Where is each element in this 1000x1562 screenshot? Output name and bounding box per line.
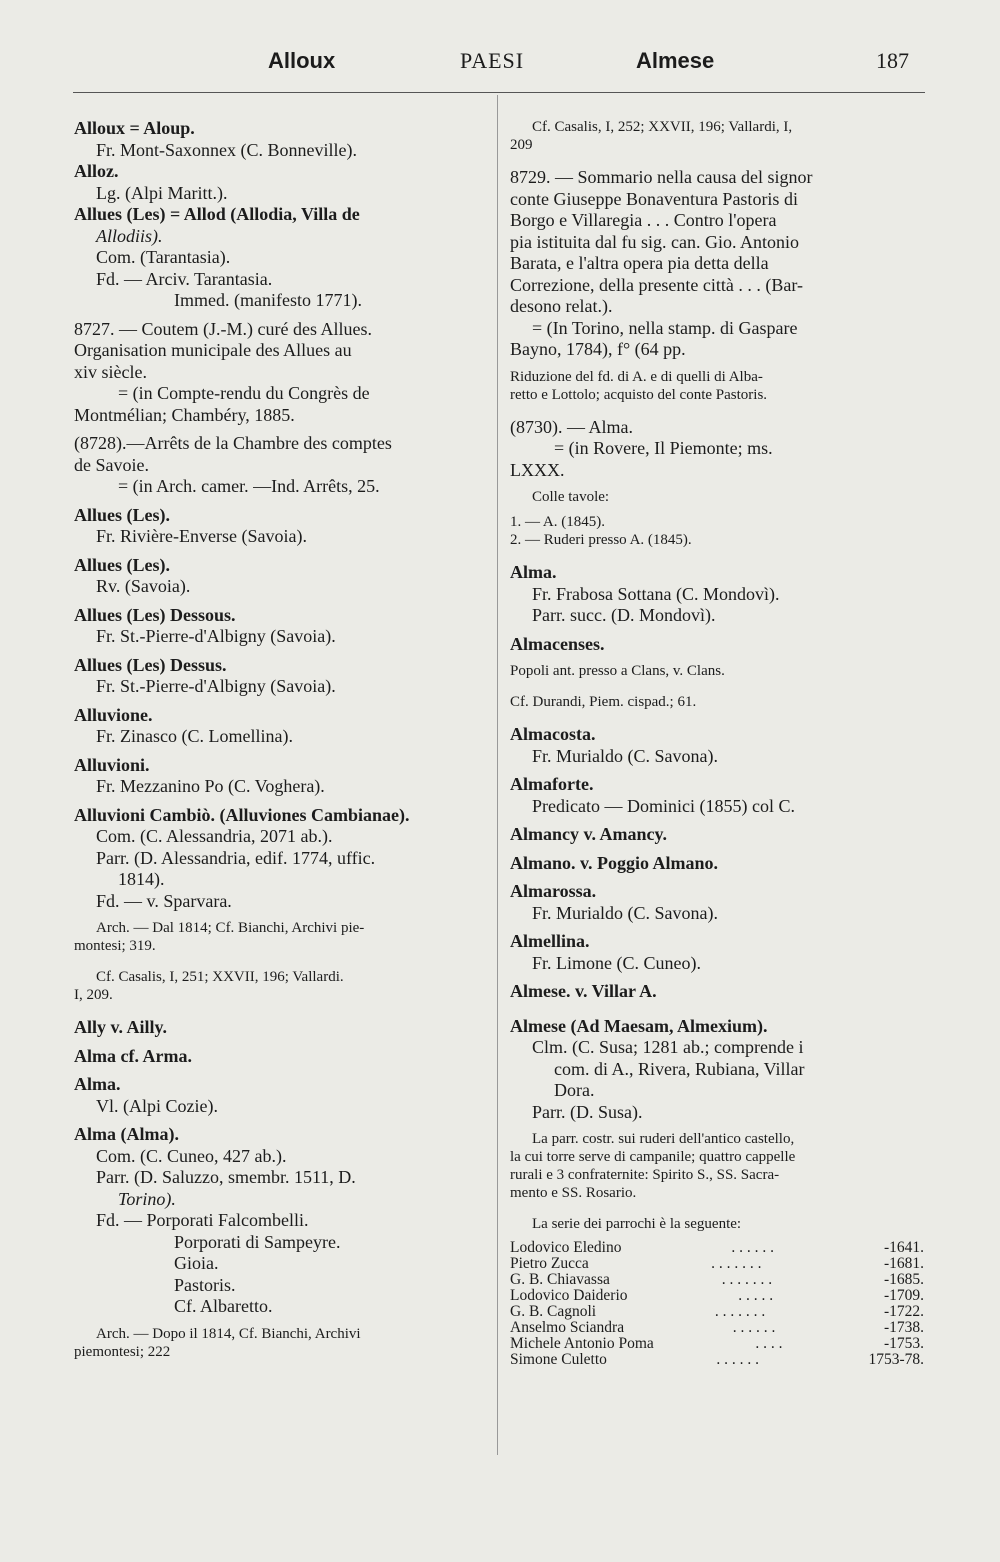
entry-line: com. di A., Rivera, Rubiana, Villar bbox=[554, 1058, 805, 1079]
page-number: 187 bbox=[876, 48, 909, 73]
entry-line: Allues (Les) = Allod (Allodia, Villa de bbox=[74, 204, 360, 224]
priest-date: -1722. bbox=[883, 1303, 924, 1320]
entry-line: Fd. — Arciv. Tarantasia. bbox=[96, 268, 273, 289]
entry-line: Allues (Les). bbox=[74, 554, 170, 575]
spacer bbox=[74, 312, 486, 319]
entry-line: Torino). bbox=[118, 1188, 176, 1209]
priest-date: -1753. bbox=[883, 1335, 924, 1352]
leader-dots: . . . . . . . bbox=[711, 1255, 762, 1272]
parish-priest-row bbox=[510, 1256, 924, 1272]
priest-date: -1709. bbox=[883, 1287, 924, 1304]
entry-line: conte Giuseppe Bonaventura Pastoris di bbox=[510, 188, 798, 209]
entry-line: 1. — A. (1845). bbox=[510, 514, 605, 530]
entry-line: Alma. bbox=[510, 562, 557, 582]
entry-line: Porporati di Sampeyre. bbox=[174, 1231, 341, 1252]
parish-priest-row bbox=[510, 1304, 924, 1320]
entry-line: Com. (C. Alessandria, 2071 ab.). bbox=[96, 826, 333, 846]
entry-line: Vl. (Alpi Cozie). bbox=[96, 1095, 218, 1116]
entry-line: Barata, e l'altra opera pia detta della bbox=[510, 253, 769, 273]
entry-line: Immed. (manifesto 1771). bbox=[174, 290, 362, 310]
spacer bbox=[74, 698, 486, 705]
spacer bbox=[74, 748, 486, 755]
entry-line: LXXX. bbox=[510, 459, 565, 480]
entry-line: 2. — Ruderi presso A. (1845). bbox=[510, 532, 692, 548]
entry-line: La parr. costr. sui ruderi dell'antico castello, bbox=[532, 1131, 795, 1147]
spacer bbox=[510, 481, 924, 488]
parish-priest-row bbox=[510, 1288, 924, 1304]
entry-line: pia istituita dal fu sig. can. Gio. Antonio bbox=[510, 231, 799, 252]
entry-line: Rv. (Savoia). bbox=[96, 576, 191, 596]
entry-line: Lg. (Alpi Maritt.). bbox=[96, 182, 228, 203]
entry-line: Predicato — Dominici (1855) col C. bbox=[532, 795, 795, 816]
entry-line: Fr. Mont-Saxonnex (C. Bonneville). bbox=[96, 139, 357, 160]
spacer bbox=[510, 1003, 924, 1016]
leader-dots: . . . . . . bbox=[716, 1351, 759, 1368]
entry-line: Fr. Limone (C. Cuneo). bbox=[532, 952, 701, 973]
entry-line: Allues (Les). bbox=[74, 504, 170, 525]
entry-line: Fr. St.-Pierre-d'Albigny (Savoia). bbox=[96, 626, 336, 646]
entry-line: Bayno, 1784), f° (64 pp. bbox=[510, 339, 686, 359]
entry-line: 1814). bbox=[118, 869, 165, 889]
spacer bbox=[510, 506, 924, 513]
entry-line: (8730). — Alma. bbox=[510, 416, 633, 437]
leader-dots: . . . . bbox=[755, 1335, 783, 1352]
entry-line: Alloz. bbox=[74, 161, 119, 181]
entry-line: retto e Lottolo; acquisto del conte Pastoris. bbox=[510, 386, 768, 403]
spacer bbox=[74, 598, 486, 605]
entry-line: Borgo e Villaregia . . . Contro l'opera bbox=[510, 210, 777, 230]
entry-line: Arch. — Dopo il 1814, Cf. Bianchi, Archivi bbox=[96, 1325, 361, 1342]
entry-line: Gioia. bbox=[174, 1253, 219, 1273]
entry-line: = (in Compte-rendu du Congrès de bbox=[118, 383, 370, 403]
left-column bbox=[74, 118, 486, 1361]
entry-line: Fr. Mezzanino Po (C. Voghera). bbox=[96, 776, 325, 796]
entry-line: Arch. — Dal 1814; Cf. Bianchi, Archivi pie- bbox=[96, 920, 365, 936]
spacer bbox=[510, 655, 924, 662]
spacer bbox=[510, 680, 924, 693]
spacer bbox=[74, 648, 486, 655]
entry-line: 209 bbox=[510, 137, 533, 153]
spacer bbox=[510, 1202, 924, 1215]
entry-line: Cf. Casalis, I, 251; XXVII, 196; Vallardi. bbox=[96, 969, 344, 985]
spacer bbox=[510, 974, 924, 981]
priest-name: Pietro Zucca bbox=[510, 1255, 589, 1272]
entry-line: Alma cf. Arma. bbox=[74, 1045, 192, 1066]
column-divider bbox=[497, 95, 498, 1455]
entry-line: Fr. Zinasco (C. Lomellina). bbox=[96, 726, 293, 746]
entry-line: Popoli ant. presso a Clans, v. Clans. bbox=[510, 663, 725, 679]
entry-line: Colle tavole: bbox=[532, 489, 610, 505]
entry-line: Alma. bbox=[74, 1074, 121, 1094]
entry-line: = (In Torino, nella stamp. di Gaspare bbox=[532, 317, 798, 338]
entry-line: 8729. — Sommario nella causa del signor bbox=[510, 167, 813, 187]
entry-line: Alluvione. bbox=[74, 704, 153, 725]
parish-priests-list bbox=[510, 1240, 924, 1368]
entry-line: mento e SS. Rosario. bbox=[510, 1185, 637, 1201]
parish-priest-row bbox=[510, 1352, 924, 1368]
entry-line: (8728).—Arrêts de la Chambre des comptes bbox=[74, 433, 392, 453]
spacer bbox=[510, 1123, 924, 1130]
entry-line: Cf. Casalis, I, 252; XXVII, 196; Vallardi, I, bbox=[532, 119, 793, 135]
entry-line: Allues (Les) Dessus. bbox=[74, 654, 227, 675]
entry-line: xiv siècle. bbox=[74, 361, 147, 382]
leader-dots: . . . . . . bbox=[731, 1239, 775, 1256]
leader-dots: . . . . . . . bbox=[721, 1271, 773, 1288]
header-rule bbox=[73, 92, 925, 93]
entry-line: Dora. bbox=[554, 1080, 595, 1100]
entry-line: Almancy v. Amancy. bbox=[510, 824, 668, 844]
entry-line: Almese. v. Villar A. bbox=[510, 981, 657, 1001]
spacer bbox=[74, 955, 486, 968]
entry-line: Riduzione del fd. di A. e di quelli di Alba- bbox=[510, 368, 763, 385]
priest-name: G. B. Chiavassa bbox=[510, 1271, 610, 1288]
right-column-entries bbox=[510, 118, 924, 1240]
entry-line: 8727. — Coutem (J.-M.) curé des Allues. bbox=[74, 318, 372, 339]
spacer bbox=[74, 426, 486, 433]
spacer bbox=[510, 924, 924, 931]
spacer bbox=[510, 404, 924, 417]
entry-line: Almellina. bbox=[510, 931, 590, 951]
entry-line: Allues (Les) Dessous. bbox=[74, 604, 236, 625]
leader-dots: . . . . . . . bbox=[714, 1303, 766, 1320]
entry-line: la cui torre serve di campanile; quattro cappelle bbox=[510, 1149, 796, 1165]
entry-line: rurali e 3 confraternite: Spirito S., SS. Sacra- bbox=[510, 1167, 780, 1183]
spacer bbox=[74, 1117, 486, 1124]
entry-line: desono relat.). bbox=[510, 296, 613, 316]
entry-line: = (in Rovere, Il Piemonte; ms. bbox=[554, 438, 773, 458]
entry-line: = (in Arch. camer. —Ind. Arrêts, 25. bbox=[118, 476, 380, 496]
entry-line: Fr. Murialdo (C. Savona). bbox=[532, 745, 718, 766]
entry-line: La serie dei parrochi è la seguente: bbox=[532, 1216, 742, 1232]
priest-name: Lodovico Daiderio bbox=[510, 1287, 628, 1304]
spacer bbox=[74, 798, 486, 805]
spacer bbox=[510, 154, 924, 167]
entry-line: Alluvioni. bbox=[74, 754, 150, 775]
entry-line: Alloux = Aloup. bbox=[74, 118, 195, 138]
parish-priest-row bbox=[510, 1272, 924, 1288]
priest-date: -1681. bbox=[883, 1255, 924, 1272]
priest-date: -1685. bbox=[883, 1271, 924, 1288]
priest-date: 1753-78. bbox=[868, 1351, 924, 1368]
entry-line: Parr. (D. Susa). bbox=[532, 1101, 643, 1122]
entry-line: Parr. (D. Alessandria, edif. 1774, uffic. bbox=[96, 847, 376, 868]
entry-line: Fr. Frabosa Sottana (C. Mondovì). bbox=[532, 583, 780, 604]
entry-line: Allodiis). bbox=[96, 225, 163, 246]
priest-date: -1641. bbox=[883, 1239, 924, 1256]
leader-dots: . . . . . . bbox=[732, 1319, 776, 1336]
spacer bbox=[510, 817, 924, 824]
entry-line: Fd. — Porporati Falcombelli. bbox=[96, 1210, 309, 1230]
entry-line: Com. (Tarantasia). bbox=[96, 247, 231, 267]
entry-line: Parr. succ. (D. Mondovì). bbox=[532, 605, 716, 625]
parish-priest-row bbox=[510, 1240, 924, 1256]
entry-line: Almacenses. bbox=[510, 633, 605, 654]
entry-line: Almese (Ad Maesam, Almexium). bbox=[510, 1015, 768, 1036]
entry-line: Parr. (D. Saluzzo, smembr. 1511, D. bbox=[96, 1167, 356, 1187]
priest-name: G. B. Cagnoli bbox=[510, 1303, 597, 1320]
entry-line: Pastoris. bbox=[174, 1274, 236, 1295]
spacer bbox=[510, 874, 924, 881]
spacer bbox=[74, 912, 486, 919]
priest-name: Michele Antonio Poma bbox=[510, 1335, 654, 1352]
spacer bbox=[510, 711, 924, 724]
entry-line: Ally v. Ailly. bbox=[74, 1017, 168, 1037]
entry-line: Fd. — v. Sparvara. bbox=[96, 890, 232, 911]
spacer bbox=[74, 498, 486, 505]
entry-line: Organisation municipale des Allues au bbox=[74, 340, 352, 360]
running-header bbox=[0, 48, 1000, 82]
entry-line: I, 209. bbox=[74, 987, 113, 1003]
entry-line: Fr. Murialdo (C. Savona). bbox=[532, 902, 718, 923]
header-section-title: PAESI bbox=[460, 48, 525, 73]
spacer bbox=[74, 1039, 486, 1046]
entry-line: Com. (C. Cuneo, 427 ab.). bbox=[96, 1145, 287, 1166]
entry-line: de Savoie. bbox=[74, 454, 149, 475]
entry-line: Alma (Alma). bbox=[74, 1124, 179, 1144]
priest-name: Anselmo Sciandra bbox=[510, 1319, 625, 1336]
spacer bbox=[74, 1004, 486, 1017]
entry-line: Fr. St.-Pierre-d'Albigny (Savoia). bbox=[96, 676, 336, 696]
entry-line: piemontesi; 222 bbox=[74, 1343, 171, 1360]
header-last-entry: Almese bbox=[636, 48, 715, 73]
priest-name: Simone Culetto bbox=[510, 1351, 607, 1368]
priest-name: Lodovico Eledino bbox=[510, 1239, 622, 1256]
spacer bbox=[510, 846, 924, 853]
entry-line: Almacosta. bbox=[510, 724, 596, 744]
spacer bbox=[510, 627, 924, 634]
leader-dots: . . . . . bbox=[738, 1287, 774, 1304]
entry-line: Correzione, della presente città . . . (Bar- bbox=[510, 274, 804, 295]
entry-line: Fr. Rivière-Enverse (Savoia). bbox=[96, 526, 307, 546]
entry-line: Almarossa. bbox=[510, 881, 597, 901]
entry-line: Cf. Durandi, Piem. cispad.; 61. bbox=[510, 694, 697, 710]
entry-line: Cf. Albaretto. bbox=[174, 1296, 273, 1316]
entry-line: Clm. (C. Susa; 1281 ab.; comprende i bbox=[532, 1037, 804, 1057]
parish-priest-row bbox=[510, 1320, 924, 1336]
entry-line: Almano. v. Poggio Almano. bbox=[510, 852, 719, 873]
entry-line: Alluvioni Cambiò. (Alluviones Cambianae). bbox=[74, 804, 410, 825]
spacer bbox=[74, 548, 486, 555]
header-first-entry: Alloux bbox=[268, 48, 336, 73]
entry-line: Almaforte. bbox=[510, 774, 594, 794]
spacer bbox=[74, 1318, 486, 1325]
spacer bbox=[510, 767, 924, 774]
spacer bbox=[510, 361, 924, 368]
right-column bbox=[510, 118, 924, 1368]
spacer bbox=[510, 549, 924, 562]
entry-line: Montmélian; Chambéry, 1885. bbox=[74, 404, 295, 425]
spacer bbox=[74, 1067, 486, 1074]
entry-line: montesi; 319. bbox=[74, 938, 156, 954]
parish-priest-row bbox=[510, 1336, 924, 1352]
priest-date: -1738. bbox=[883, 1319, 924, 1336]
